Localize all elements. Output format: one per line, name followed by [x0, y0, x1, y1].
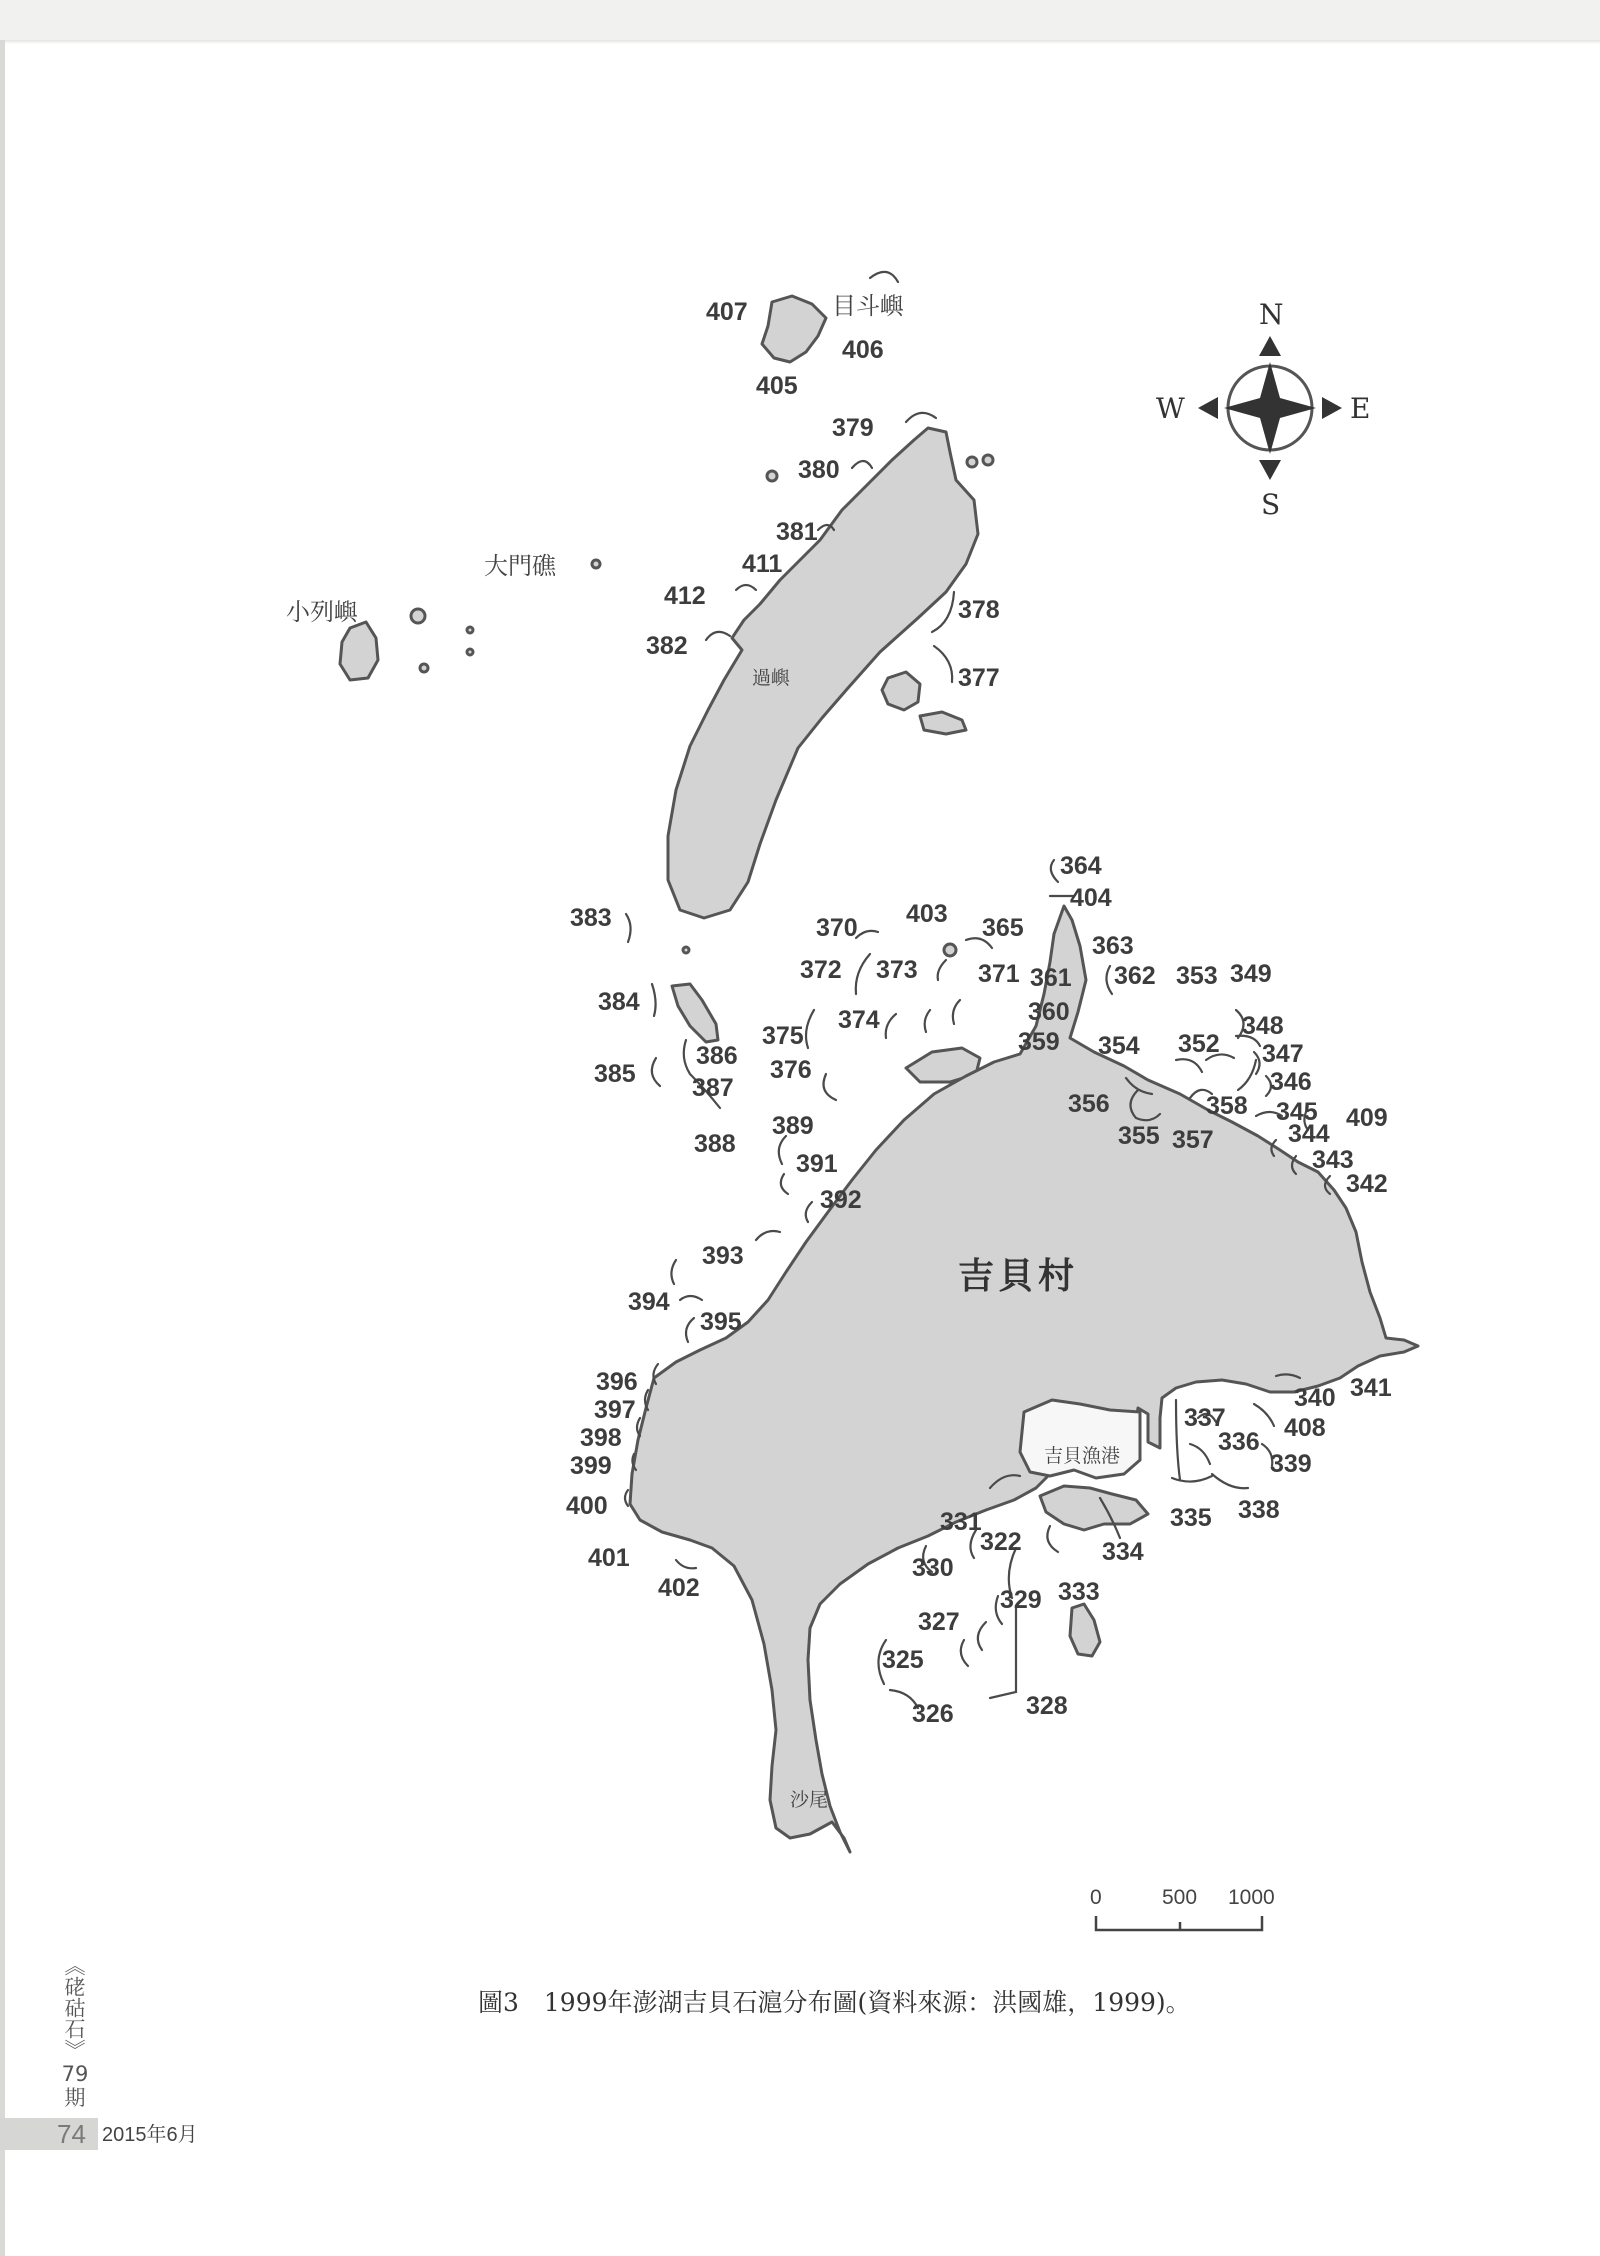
- weir-outline: [824, 1074, 836, 1100]
- weir-outline: [1254, 1404, 1274, 1426]
- weir-outline: [736, 585, 756, 590]
- weir-label-400: 400: [566, 1492, 608, 1520]
- weir-label-396: 396: [596, 1368, 638, 1396]
- place-label-mudou: 目斗嶼: [832, 292, 904, 320]
- weir-label-384: 384: [598, 988, 640, 1016]
- compass-west-label: W: [1156, 392, 1185, 425]
- weir-label-380: 380: [798, 456, 840, 484]
- place-label-shawei: 沙尾: [790, 1789, 829, 1811]
- compass-star-icon: [1224, 362, 1316, 454]
- weir-label-330: 330: [912, 1554, 954, 1582]
- weir-label-334: 334: [1102, 1538, 1144, 1566]
- weir-label-352: 352: [1178, 1030, 1220, 1058]
- weir-label-326: 326: [912, 1700, 954, 1728]
- east-arrow-icon: [1322, 397, 1342, 419]
- weir-outline: [870, 272, 898, 282]
- compass-north-label: N: [1259, 298, 1284, 331]
- weir-outline: [671, 1260, 676, 1284]
- weir-label-372: 372: [800, 956, 842, 984]
- place-label-guoyu: 過嶼: [752, 667, 791, 689]
- weir-label-354: 354: [1098, 1032, 1140, 1060]
- weir-label-328: 328: [1026, 1692, 1068, 1720]
- publication-title: 《硓𥑮石》: [62, 1955, 86, 2060]
- weir-label-335: 335: [1170, 1504, 1212, 1532]
- weir-label-406: 406: [842, 336, 884, 364]
- weir-outline: [906, 413, 936, 422]
- weir-label-363: 363: [1092, 932, 1134, 960]
- weir-outline: [756, 1231, 780, 1240]
- weir-label-340: 340: [1294, 1384, 1336, 1412]
- weir-label-398: 398: [580, 1424, 622, 1452]
- weir-label-401: 401: [588, 1544, 630, 1572]
- weir-label-412: 412: [664, 582, 706, 610]
- islet-near-guoyu-1: [882, 672, 920, 710]
- weir-label-403: 403: [906, 900, 948, 928]
- weir-label-389: 389: [772, 1112, 814, 1140]
- weir-outline: [1212, 1474, 1248, 1488]
- weir-outline: [1051, 860, 1058, 882]
- weir-label-346: 346: [1270, 1068, 1312, 1096]
- weir-outline: [706, 632, 730, 640]
- weir-label-353: 353: [1176, 962, 1218, 990]
- rock-dot: [592, 560, 600, 568]
- scale-tick-label-500: 500: [1162, 1886, 1198, 1909]
- weir-outline: [978, 1622, 986, 1650]
- islet-south-333: [1070, 1604, 1100, 1656]
- issue-number: 79期: [61, 2062, 89, 2110]
- weir-label-402: 402: [658, 1574, 700, 1602]
- weir-label-361: 361: [1030, 964, 1072, 992]
- compass-rose: [1156, 298, 1370, 521]
- scale-bar: [1090, 1886, 1275, 1930]
- weir-label-343: 343: [1312, 1146, 1354, 1174]
- north-arrow-icon: [1259, 336, 1281, 356]
- weir-outline: [806, 1202, 812, 1222]
- rock-dot: [467, 649, 473, 655]
- place-label-damen: 大門礁: [484, 552, 556, 580]
- place-label-xiaolie: 小列嶼: [286, 598, 358, 626]
- harbor-breakwater-area: [1040, 1486, 1148, 1530]
- weir-label-344: 344: [1288, 1120, 1330, 1148]
- weir-outline: [626, 914, 631, 942]
- scale-tick-label-1000: 1000: [1228, 1886, 1275, 1909]
- place-label-jibei-harbor: 吉貝漁港: [1044, 1445, 1121, 1467]
- rock-dot: [967, 457, 977, 467]
- west-arrow-icon: [1198, 397, 1218, 419]
- weir-label-391: 391: [796, 1150, 838, 1178]
- weir-outline: [806, 1010, 814, 1048]
- weir-label-378: 378: [958, 596, 1000, 624]
- weir-label-381: 381: [776, 518, 818, 546]
- issue-date: 2015年6月: [102, 2124, 198, 2146]
- guoyu-island: [668, 428, 978, 918]
- weir-label-374: 374: [838, 1006, 880, 1034]
- weir-outline: [625, 1490, 628, 1506]
- weir-label-394: 394: [628, 1288, 670, 1316]
- weir-label-364: 364: [1060, 852, 1102, 880]
- weir-outline: [856, 931, 878, 938]
- rock-dot: [420, 664, 428, 672]
- islet-west-384: [672, 984, 718, 1042]
- weir-outline: [686, 1318, 694, 1342]
- rock-dot: [683, 947, 689, 953]
- weir-outline: [990, 1606, 1016, 1698]
- weir-label-379: 379: [832, 414, 874, 442]
- weir-outline: [652, 984, 656, 1016]
- rock-dot: [411, 609, 425, 623]
- weir-outline: [1176, 1059, 1202, 1072]
- compass-south-label: S: [1261, 488, 1281, 521]
- weir-label-397: 397: [594, 1396, 636, 1424]
- weir-label-365: 365: [982, 914, 1024, 942]
- weir-label-399: 399: [570, 1452, 612, 1480]
- weir-label-377: 377: [958, 664, 1000, 692]
- south-arrow-icon: [1259, 460, 1281, 480]
- weir-label-322: 322: [980, 1528, 1022, 1556]
- weir-outline: [856, 954, 870, 994]
- weir-outline: [652, 1058, 660, 1086]
- weir-label-341: 341: [1350, 1374, 1392, 1402]
- place-label-jibei-village: 吉貝村: [958, 1256, 1079, 1297]
- rock-dot: [467, 627, 473, 633]
- weir-outline: [779, 1136, 786, 1164]
- weir-label-347: 347: [1262, 1040, 1304, 1068]
- weir-label-385: 385: [594, 1060, 636, 1088]
- weir-outline: [934, 646, 952, 682]
- rock-dot: [767, 471, 777, 481]
- weir-label-342: 342: [1346, 1170, 1388, 1198]
- weir-label-333: 333: [1058, 1578, 1100, 1606]
- weir-label-336: 336: [1218, 1428, 1260, 1456]
- weir-outline: [637, 1418, 640, 1436]
- weir-label-395: 395: [700, 1308, 742, 1336]
- weir-label-370: 370: [816, 914, 858, 942]
- weir-outline: [961, 1640, 968, 1666]
- page-number: 74: [57, 2119, 86, 2149]
- mudou-island: [762, 296, 826, 362]
- weir-outline: [1172, 1476, 1212, 1482]
- compass-east-label: E: [1350, 392, 1371, 425]
- weir-label-345: 345: [1276, 1098, 1318, 1126]
- weir-label-362: 362: [1114, 962, 1156, 990]
- rock-dot: [983, 455, 993, 465]
- weir-label-411: 411: [742, 550, 783, 578]
- weir-label-387: 387: [692, 1074, 734, 1102]
- weir-outline: [852, 461, 872, 468]
- figure-caption: 圖3 1999年澎湖吉貝石滬分布圖(資料來源：洪國雄，1999)。: [478, 1988, 1191, 2017]
- weir-label-382: 382: [646, 632, 688, 660]
- weir-label-383: 383: [570, 904, 612, 932]
- weir-label-329: 329: [1000, 1586, 1042, 1614]
- weir-outline: [676, 1560, 696, 1568]
- weir-outline: [1176, 1400, 1180, 1480]
- weir-outline: [925, 1010, 930, 1032]
- weir-outline: [1106, 966, 1112, 994]
- weir-label-359: 359: [1018, 1028, 1060, 1056]
- weir-label-356: 356: [1068, 1090, 1110, 1118]
- weir-label-408: 408: [1284, 1414, 1326, 1442]
- weir-label-409: 409: [1346, 1104, 1388, 1132]
- weir-label-327: 327: [918, 1608, 960, 1636]
- xiaolie-island: [340, 622, 378, 680]
- weir-label-360: 360: [1028, 998, 1070, 1026]
- weir-label-357: 357: [1172, 1126, 1214, 1154]
- weir-label-331: 331: [940, 1508, 982, 1536]
- weir-label-358: 358: [1206, 1092, 1248, 1120]
- weir-label-325: 325: [882, 1646, 924, 1674]
- weir-label-338: 338: [1238, 1496, 1280, 1524]
- weir-label-407: 407: [706, 298, 748, 326]
- weir-label-392: 392: [820, 1186, 862, 1214]
- weir-label-355: 355: [1118, 1122, 1160, 1150]
- weir-label-339: 339: [1270, 1450, 1312, 1478]
- weir-label-386: 386: [696, 1042, 738, 1070]
- weir-outline: [1047, 1526, 1058, 1552]
- weir-outline: [1190, 1444, 1210, 1464]
- weir-outline: [886, 1014, 896, 1038]
- weir-outline: [938, 960, 946, 980]
- scale-tick-label-0: 0: [1090, 1886, 1102, 1909]
- weir-label-376: 376: [770, 1056, 812, 1084]
- weir-label-405: 405: [756, 372, 798, 400]
- weir-label-371: 371: [978, 960, 1020, 988]
- weir-label-393: 393: [702, 1242, 744, 1270]
- weir-outline: [1238, 1060, 1256, 1090]
- weir-outline: [680, 1296, 702, 1300]
- weir-outline: [781, 1174, 788, 1194]
- weir-label-375: 375: [762, 1022, 804, 1050]
- weir-outline: [953, 1000, 960, 1024]
- weir-label-348: 348: [1242, 1012, 1284, 1040]
- weir-label-337: 337: [1184, 1404, 1226, 1432]
- weir-label-388: 388: [694, 1130, 736, 1158]
- weir-label-373: 373: [876, 956, 918, 984]
- islet-near-guoyu-2: [920, 712, 966, 734]
- weir-label-349: 349: [1230, 960, 1272, 988]
- weir-label-404: 404: [1070, 884, 1112, 912]
- rock-dot: [944, 944, 956, 956]
